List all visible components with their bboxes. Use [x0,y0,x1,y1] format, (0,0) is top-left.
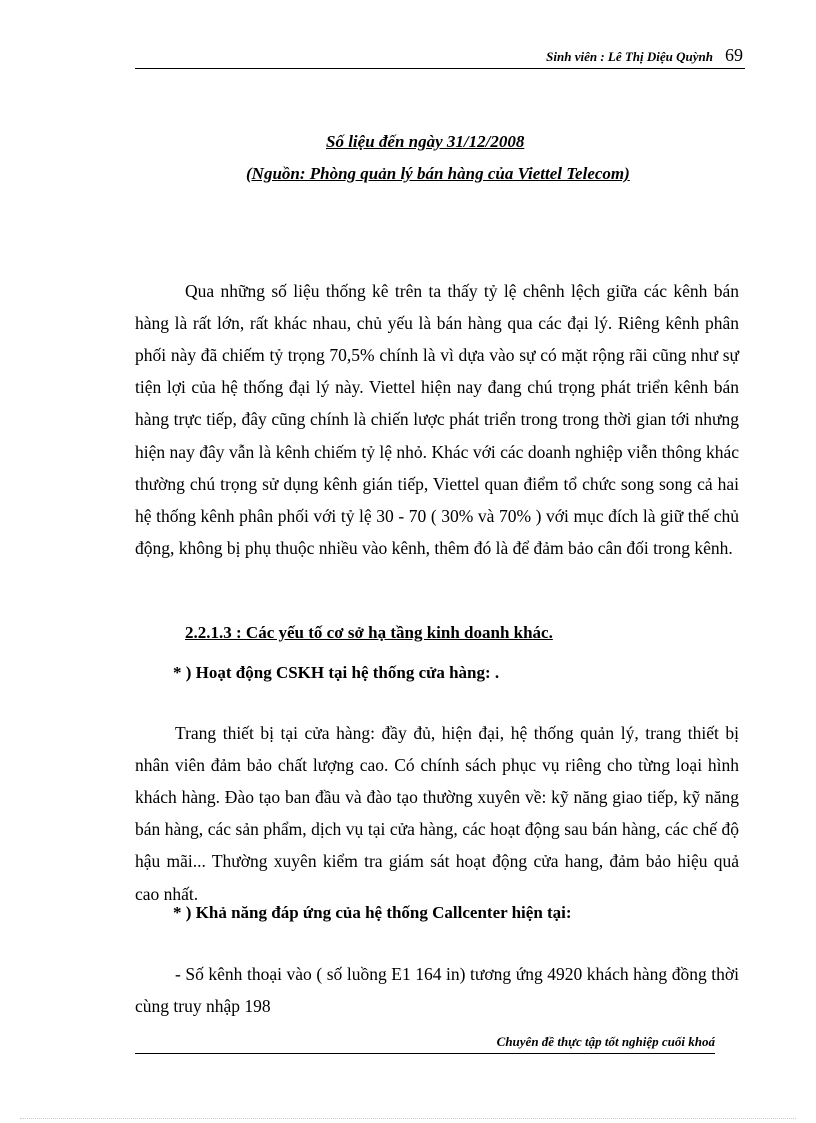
subheading-cskh: * ) Hoạt động CSKH tại hệ thống cửa hàng: . [173,663,500,682]
page-footer [135,1033,715,1054]
body-paragraph-store: Trang thiết bị tại cửa hàng: đầy đủ, hiện đại, hệ thống quản lý, trang thiết bị nhân viên đảm bảo chất lượng cao. Có chính sách phục vụ riêng cho từng loại hình khách hàng. Đào tạo ban đầu và đào tạo thường xuyên về: kỹ năng giao tiếp, kỹ năng bán hàng, các sản phẩm, dịch vụ tại cửa hàng, các hoạt động sau bán hàng, các chế độ hậu mãi... Thường xuyên kiểm tra giám sát hoạt động cửa hang, đảm bảo hiệu quả cao nhất. [135,722,739,904]
page-number: 69 [725,45,743,65]
page-header [135,44,745,69]
thesis-title: Chuyên đề thực tập tốt nghiệp cuối khoá [496,1034,715,1049]
body-paragraph-channels: Qua những số liệu thống kê trên ta thấy tỷ lệ chênh lệch giữa các kênh bán hàng là rất lớn, rất khác nhau, chủ yếu là bán hàng qua các đại lý. Riêng kênh phân phối này đã chiếm tỷ trọng 70,5% chính là vì dựa vào sự có mặt rộng rãi cũng như sự tiện lợi của hệ thống đại lý này. Viettel hiện nay đang chú trọng phát triển kênh bán hàng trực tiếp, đây cũng chính là chiến lược phát triển trong trong thời gian tới nhưng hiện nay đây vẫn là kênh chiếm tỷ lệ nhỏ. Khác với các doanh nghiệp viễn thông khác thường chú trọng sử dụng kênh gián tiếp, Viettel quan điểm tổ chức song song cả hai hệ thống kênh phân phối với tỷ lệ 30 - 70 ( 30% và 70% ) với mục đích là giữ thế chủ động, không bị phụ thuộc nhiều vào kênh, thêm đó là để đảm bảo cân đối trong kênh. [135,280,739,559]
data-source-line: (Nguồn: Phòng quản lý bán hàng của Viettel Telecom) [246,164,630,183]
data-date-line: Số liệu đến ngày 31/12/2008 [326,132,525,151]
page-edge-divider [20,1118,796,1119]
student-name: Sinh viên : Lê Thị Diệu Quỳnh [546,49,713,64]
section-heading: 2.2.1.3 : Các yếu tố cơ sở hạ tầng kinh doanh khác. [185,623,553,642]
body-paragraph-callcenter: - Số kênh thoại vào ( số luồng E1 164 in) tương ứng 4920 khách hàng đồng thời cùng truy nhập 198 [135,963,739,1016]
subheading-callcenter: * ) Khả năng đáp ứng của hệ thống Callcenter hiện tại: [173,903,572,922]
